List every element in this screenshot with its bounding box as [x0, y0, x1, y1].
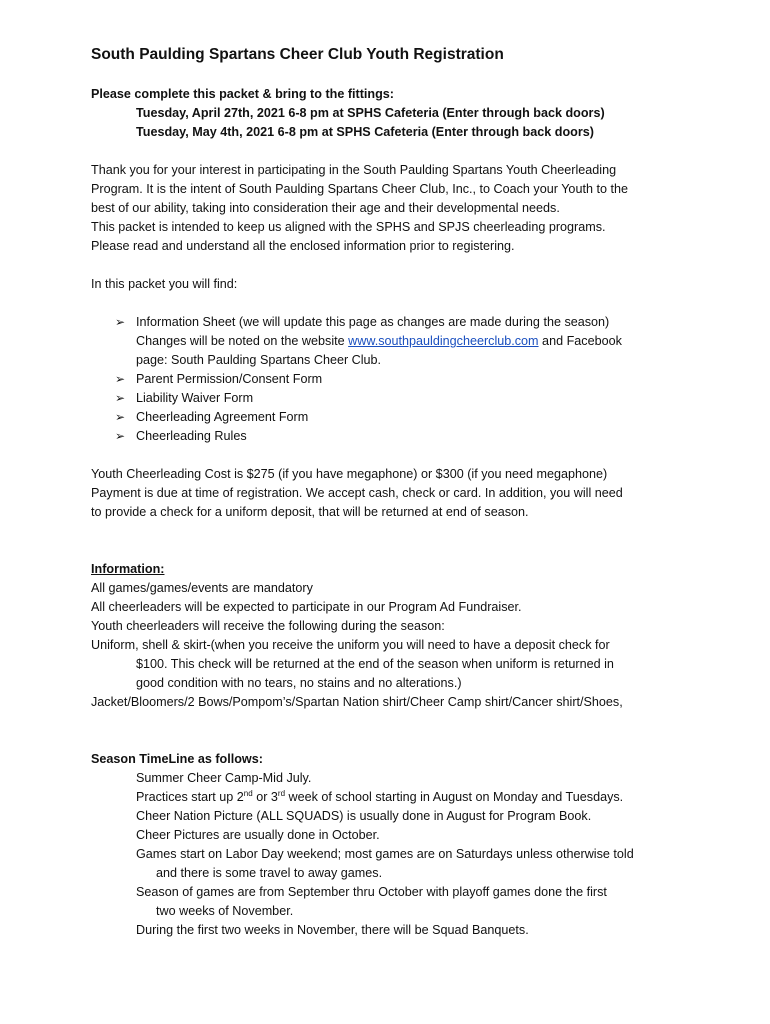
- list-item: [115, 313, 691, 370]
- timeline-item: Season of games are from September thru October with playoff games done the first: [136, 885, 607, 899]
- timeline-item-cont: and there is some travel to away games.: [156, 866, 383, 880]
- uniform-line: good condition with no tears, no stains and no alterations.): [136, 676, 462, 690]
- list-item: [115, 370, 691, 389]
- list-item: [115, 389, 691, 408]
- list-item-text: Liability Waiver Form: [136, 391, 254, 405]
- arrow-bullet-icon: ➢: [115, 429, 126, 443]
- information-line: All games/games/events are mandatory: [91, 581, 313, 595]
- list-item: [115, 408, 691, 427]
- fittings-heading: Please complete this packet & bring to the fittings:: [91, 87, 395, 101]
- list-item-text: Cheerleading Agreement Form: [136, 410, 309, 424]
- list-item-text-part: and Facebook: [538, 334, 622, 348]
- timeline-item: During the first two weeks in November, there will be Squad Banquets.: [136, 923, 529, 937]
- cost-line: Youth Cheerleading Cost is $275 (if you have megaphone) or $300 (if you need megaphone): [91, 467, 608, 481]
- list-item-text: Information Sheet (we will update this page as changes are made during the season): [136, 315, 610, 329]
- timeline-text: week of school starting in August on Monday and Tuesdays.: [285, 790, 624, 804]
- list-item-text-part: Changes will be noted on the website: [136, 334, 349, 348]
- uniform-line: Uniform, shell & skirt-(when you receive the uniform you will need to have a deposit check for: [91, 638, 610, 652]
- packet-heading: In this packet you will find:: [91, 277, 238, 291]
- arrow-bullet-icon: ➢: [115, 391, 126, 405]
- information-line: Youth cheerleaders will receive the following during the season:: [91, 619, 445, 633]
- list-item: [115, 427, 691, 446]
- cost-paragraph: [91, 465, 691, 522]
- timeline-item-cont: two weeks of November.: [156, 904, 294, 918]
- intro-paragraph: [91, 161, 691, 256]
- ordinal-suffix: rd: [277, 788, 286, 798]
- intro-line: This packet is intended to keep us aligned with the SPHS and SPJS cheerleading programs.: [91, 220, 606, 234]
- timeline-section: [91, 750, 691, 940]
- information-line: Jacket/Bloomers/2 Bows/Pompom’s/Spartan Nation shirt/Cheer Camp shirt/Cancer shirt/Shoes,: [91, 695, 623, 709]
- document-page: [91, 44, 691, 940]
- timeline-item: [91, 788, 691, 807]
- list-item-text: [136, 332, 691, 351]
- website-link[interactable]: www.southpauldingcheerclub.com: [348, 334, 539, 348]
- intro-line: Thank you for your interest in participating in the South Paulding Spartans Youth Cheerleading: [91, 163, 617, 177]
- timeline-text: or 3: [252, 790, 278, 804]
- timeline-item: Cheer Nation Picture (ALL SQUADS) is usually done in August for Program Book.: [136, 809, 592, 823]
- uniform-line: $100. This check will be returned at the end of the season when uniform is returned in: [136, 657, 614, 671]
- intro-line: Please read and understand all the enclosed information prior to registering.: [91, 239, 515, 253]
- timeline-item: Cheer Pictures are usually done in October.: [136, 828, 380, 842]
- fitting-date-1: Tuesday, April 27th, 2021 6-8 pm at SPHS Cafeteria (Enter through back doors): [136, 106, 605, 120]
- information-section: [91, 560, 691, 712]
- timeline-heading: Season TimeLine as follows:: [91, 752, 263, 766]
- timeline-item: Games start on Labor Day weekend; most games are on Saturdays unless otherwise told: [136, 847, 634, 861]
- intro-line: Program. It is the intent of South Paulding Spartans Cheer Club, Inc., to Coach your Youth to the: [91, 182, 628, 196]
- list-item-text: Parent Permission/Consent Form: [136, 372, 323, 386]
- arrow-bullet-icon: ➢: [115, 410, 126, 424]
- information-heading: Information:: [91, 562, 165, 576]
- packet-list: [91, 313, 691, 446]
- cost-line: Payment is due at time of registration. We accept cash, check or card. In addition, you will need: [91, 486, 623, 500]
- timeline-text: Practices start up 2: [136, 790, 244, 804]
- intro-line: best of our ability, taking into consideration their age and their developmental needs.: [91, 201, 560, 215]
- page-title: South Paulding Spartans Cheer Club Youth Registration: [91, 46, 504, 63]
- timeline-item: Summer Cheer Camp-Mid July.: [136, 771, 312, 785]
- fitting-date-2: Tuesday, May 4th, 2021 6-8 pm at SPHS Cafeteria (Enter through back doors): [136, 125, 594, 139]
- information-line: All cheerleaders will be expected to participate in our Program Ad Fundraiser.: [91, 600, 522, 614]
- cost-line: to provide a check for a uniform deposit, that will be returned at end of season.: [91, 505, 529, 519]
- ordinal-suffix: nd: [243, 788, 253, 798]
- list-item-text: page: South Paulding Spartans Cheer Club.: [136, 353, 382, 367]
- arrow-bullet-icon: ➢: [115, 315, 126, 329]
- arrow-bullet-icon: ➢: [115, 372, 126, 386]
- list-item-text: Cheerleading Rules: [136, 429, 247, 443]
